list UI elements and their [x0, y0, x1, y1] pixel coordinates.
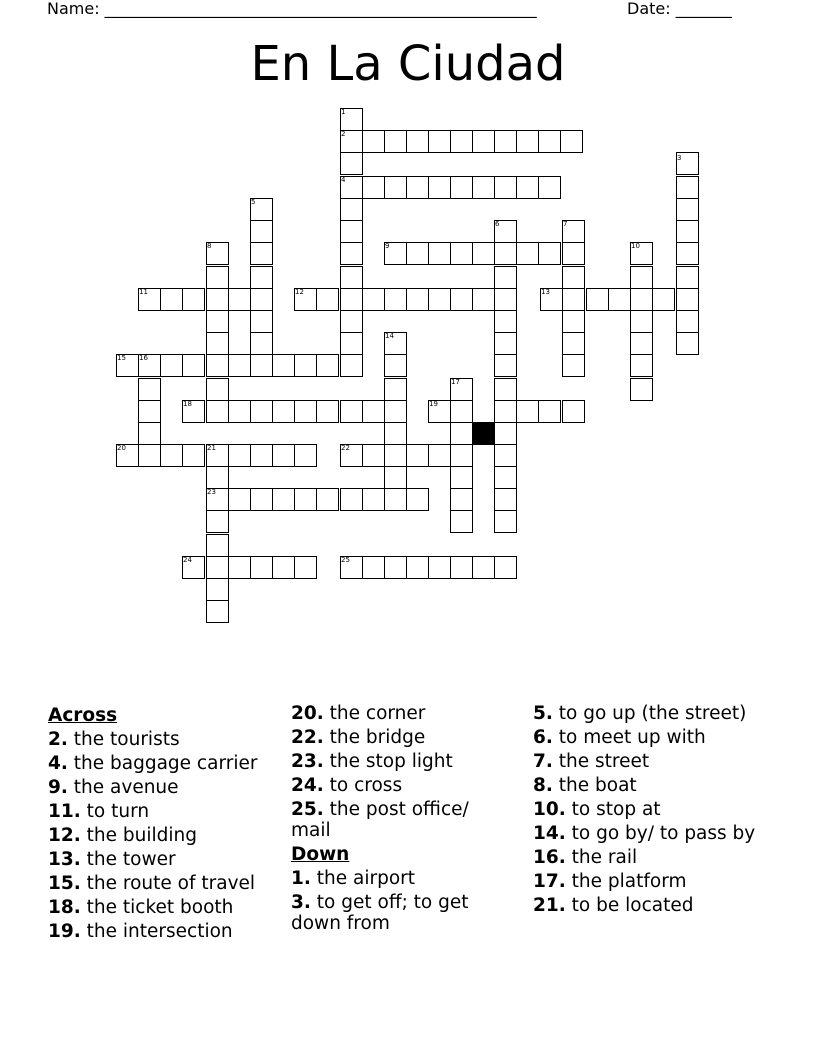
clue-label: 14.: [533, 823, 566, 844]
grid-cell[interactable]: [450, 400, 473, 423]
grid-cell[interactable]: [494, 556, 517, 579]
grid-cell[interactable]: [340, 220, 363, 243]
clue-text: the building: [80, 825, 198, 846]
grid-cell[interactable]: [340, 354, 363, 377]
clue-item: [291, 775, 491, 796]
clue-label: 25.: [291, 799, 324, 820]
grid-cell[interactable]: [676, 266, 699, 289]
clue-label: 22.: [291, 727, 324, 748]
clue-text: the street: [552, 751, 650, 772]
clue-number: 20: [117, 444, 126, 452]
clue-number: 7: [563, 220, 568, 228]
grid-cell[interactable]: [630, 354, 653, 377]
clue-item: [533, 871, 773, 892]
grid-cell[interactable]: [428, 444, 451, 467]
grid-cell[interactable]: [494, 444, 517, 467]
clue-number: 13: [541, 288, 550, 296]
grid-cell[interactable]: [250, 400, 273, 423]
grid-cell[interactable]: [316, 488, 339, 511]
clue-label: 11.: [48, 801, 81, 822]
grid-cell[interactable]: [294, 354, 317, 377]
grid-cell[interactable]: [138, 400, 161, 423]
grid-cell[interactable]: [450, 422, 473, 445]
clue-text: the airport: [310, 868, 416, 889]
grid-cell[interactable]: [608, 288, 631, 311]
grid-cell[interactable]: [472, 130, 495, 153]
grid-cell[interactable]: [206, 354, 229, 377]
grid-cell[interactable]: [450, 288, 473, 311]
clue-item: [291, 868, 491, 889]
grid-cell[interactable]: [160, 354, 183, 377]
clue-text: the ticket booth: [80, 897, 234, 918]
grid-cell[interactable]: [406, 130, 429, 153]
clue-label: 12.: [48, 825, 81, 846]
clue-label: 20.: [291, 703, 324, 724]
clue-item: [533, 847, 773, 868]
grid-cell[interactable]: [516, 176, 539, 199]
clue-item: [48, 729, 288, 750]
clue-text: to cross: [323, 775, 403, 796]
grid-cell[interactable]: [494, 422, 517, 445]
grid-cell[interactable]: [494, 354, 517, 377]
grid-cell[interactable]: [676, 288, 699, 311]
grid-cell[interactable]: [250, 220, 273, 243]
grid-cell[interactable]: [562, 310, 585, 333]
grid-cell[interactable]: [450, 556, 473, 579]
grid-cell[interactable]: [494, 288, 517, 311]
grid-cell[interactable]: [472, 288, 495, 311]
clue-number: 18: [183, 400, 192, 408]
grid-cell[interactable]: [676, 176, 699, 199]
grid-cell[interactable]: [494, 130, 517, 153]
clue-text: the avenue: [67, 777, 179, 798]
grid-cell[interactable]: [294, 444, 317, 467]
grid-cell[interactable]: [494, 176, 517, 199]
grid-cell[interactable]: [182, 444, 205, 467]
grid-cell[interactable]: [406, 288, 429, 311]
grid-cell[interactable]: [494, 488, 517, 511]
clue-text: to go up (the street): [552, 703, 747, 724]
clue-text: the corner: [323, 703, 426, 724]
grid-cell[interactable]: [384, 176, 407, 199]
grid-cell[interactable]: [250, 444, 273, 467]
grid-cell[interactable]: [652, 288, 675, 311]
clue-text: the post office/ mail: [291, 799, 469, 841]
clue-number: 3: [677, 154, 682, 162]
grid-cell[interactable]: [630, 378, 653, 401]
grid-cell[interactable]: [362, 288, 385, 311]
grid-cell[interactable]: [206, 332, 229, 355]
grid-cell[interactable]: [340, 488, 363, 511]
grid-cell[interactable]: [362, 130, 385, 153]
grid-cell[interactable]: [630, 288, 653, 311]
clue-text: to turn: [80, 801, 150, 822]
grid-cell[interactable]: [516, 400, 539, 423]
grid-cell[interactable]: [406, 556, 429, 579]
grid-cell[interactable]: [228, 488, 251, 511]
grid-cell[interactable]: [586, 288, 609, 311]
grid-cell[interactable]: [206, 266, 229, 289]
clue-text: the tower: [80, 849, 176, 870]
clue-text: to meet up with: [552, 727, 706, 748]
down-heading: Down: [291, 844, 350, 865]
grid-cell[interactable]: [494, 466, 517, 489]
clue-number: 21: [207, 444, 216, 452]
clue-number: 17: [451, 378, 460, 386]
grid-cell[interactable]: [340, 332, 363, 355]
grid-cell[interactable]: [516, 242, 539, 265]
grid-cell[interactable]: [250, 488, 273, 511]
clue-number: 14: [385, 332, 394, 340]
grid-cell[interactable]: [250, 266, 273, 289]
grid-cell[interactable]: [206, 578, 229, 601]
grid-cell[interactable]: [206, 288, 229, 311]
clue-number: 24: [183, 556, 192, 564]
black-square: [472, 422, 495, 445]
clue-item: [533, 703, 773, 724]
clue-number: 22: [341, 444, 350, 452]
clue-number: 4: [341, 176, 346, 184]
grid-cell[interactable]: [406, 444, 429, 467]
clues-column-1: [48, 703, 288, 945]
grid-cell[interactable]: [228, 288, 251, 311]
grid-cell[interactable]: [384, 400, 407, 423]
grid-cell[interactable]: [428, 242, 451, 265]
grid-cell[interactable]: [494, 378, 517, 401]
grid-cell[interactable]: [228, 354, 251, 377]
grid-cell[interactable]: [362, 444, 385, 467]
grid-cell[interactable]: [494, 332, 517, 355]
grid-cell[interactable]: [384, 466, 407, 489]
clue-item: [48, 849, 288, 870]
clue-item: [48, 921, 288, 942]
clue-number: 1: [341, 108, 346, 116]
clue-label: 13.: [48, 849, 81, 870]
grid-cell[interactable]: [250, 310, 273, 333]
clue-label: 1.: [291, 868, 311, 889]
clue-label: 8.: [533, 775, 553, 796]
clue-text: the stop light: [323, 751, 453, 772]
grid-cell[interactable]: [362, 556, 385, 579]
clue-text: to stop at: [565, 799, 661, 820]
grid-cell[interactable]: [676, 310, 699, 333]
grid-cell[interactable]: [562, 288, 585, 311]
clue-label: 19.: [48, 921, 81, 942]
grid-cell[interactable]: [206, 310, 229, 333]
grid-cell[interactable]: [206, 534, 229, 557]
grid-cell[interactable]: [450, 466, 473, 489]
grid-cell[interactable]: [362, 488, 385, 511]
grid-cell[interactable]: [472, 556, 495, 579]
clue-text: the boat: [552, 775, 637, 796]
grid-cell[interactable]: [516, 130, 539, 153]
clue-number: 12: [295, 288, 304, 296]
clue-label: 10.: [533, 799, 566, 820]
clue-item: [533, 799, 773, 820]
clue-item: [291, 799, 491, 841]
grid-cell[interactable]: [472, 242, 495, 265]
clue-label: 24.: [291, 775, 324, 796]
grid-cell[interactable]: [450, 510, 473, 533]
clue-item: [291, 892, 491, 934]
clue-number: 19: [429, 400, 438, 408]
across-heading: Across: [48, 705, 118, 726]
grid-cell[interactable]: [538, 130, 561, 153]
clue-item: [533, 727, 773, 748]
clue-number: 25: [341, 556, 350, 564]
grid-cell[interactable]: [250, 242, 273, 265]
date-field: Date: _______: [627, 0, 732, 18]
grid-cell[interactable]: [630, 266, 653, 289]
clue-text: the rail: [565, 847, 638, 868]
grid-cell[interactable]: [676, 332, 699, 355]
grid-cell[interactable]: [160, 288, 183, 311]
grid-cell[interactable]: [562, 332, 585, 355]
grid-cell[interactable]: [630, 310, 653, 333]
grid-cell[interactable]: [494, 400, 517, 423]
clue-label: 6.: [533, 727, 553, 748]
grid-cell[interactable]: [340, 288, 363, 311]
grid-cell[interactable]: [294, 488, 317, 511]
grid-cell[interactable]: [450, 130, 473, 153]
clue-number: 23: [207, 488, 216, 496]
clue-item: [48, 801, 288, 822]
clue-text: the intersection: [80, 921, 233, 942]
grid-cell[interactable]: [676, 220, 699, 243]
clue-label: 2.: [48, 729, 68, 750]
name-field: Name: ______________________________________________________: [47, 0, 537, 18]
grid-cell[interactable]: [538, 242, 561, 265]
grid-cell[interactable]: [538, 400, 561, 423]
clue-number: 2: [341, 130, 346, 138]
grid-cell[interactable]: [272, 354, 295, 377]
grid-cell[interactable]: [272, 444, 295, 467]
grid-cell[interactable]: [676, 242, 699, 265]
clue-label: 4.: [48, 753, 68, 774]
grid-cell[interactable]: [228, 444, 251, 467]
grid-cell[interactable]: [182, 354, 205, 377]
grid-cell[interactable]: [428, 176, 451, 199]
grid-cell[interactable]: [384, 488, 407, 511]
grid-cell[interactable]: [384, 130, 407, 153]
clue-number: 11: [139, 288, 148, 296]
grid-cell[interactable]: [562, 400, 585, 423]
grid-cell[interactable]: [206, 400, 229, 423]
clue-label: 3.: [291, 892, 311, 913]
clue-text: to go by/ to pass by: [565, 823, 756, 844]
clue-number: 15: [117, 354, 126, 362]
grid-cell[interactable]: [560, 130, 583, 153]
clue-number: 10: [631, 242, 640, 250]
grid-cell[interactable]: [428, 130, 451, 153]
grid-cell[interactable]: [472, 176, 495, 199]
grid-cell[interactable]: [362, 176, 385, 199]
clue-label: 7.: [533, 751, 553, 772]
grid-cell[interactable]: [340, 266, 363, 289]
clue-item: [533, 823, 773, 844]
grid-cell[interactable]: [294, 400, 317, 423]
clue-label: 15.: [48, 873, 81, 894]
clue-text: the platform: [565, 871, 687, 892]
grid-cell[interactable]: [494, 242, 517, 265]
grid-cell[interactable]: [272, 556, 295, 579]
grid-cell[interactable]: [206, 510, 229, 533]
grid-cell[interactable]: [450, 488, 473, 511]
clues-column-2: [291, 703, 491, 937]
grid-cell[interactable]: [228, 556, 251, 579]
clue-item: [533, 775, 773, 796]
grid-cell[interactable]: [340, 198, 363, 221]
grid-cell[interactable]: [340, 242, 363, 265]
grid-cell[interactable]: [160, 444, 183, 467]
clue-item: [48, 753, 288, 774]
clue-number: 16: [139, 354, 148, 362]
clue-text: the tourists: [67, 729, 180, 750]
clue-item: [48, 825, 288, 846]
grid-cell[interactable]: [340, 400, 363, 423]
clue-number: 6: [495, 220, 500, 228]
grid-cell[interactable]: [228, 400, 251, 423]
grid-cell[interactable]: [538, 176, 561, 199]
grid-cell[interactable]: [206, 600, 229, 623]
grid-cell[interactable]: [182, 288, 205, 311]
grid-cell[interactable]: [138, 378, 161, 401]
grid-cell[interactable]: [250, 288, 273, 311]
clue-text: the bridge: [323, 727, 426, 748]
clue-item: [533, 751, 773, 772]
grid-cell[interactable]: [384, 288, 407, 311]
grid-cell[interactable]: [428, 288, 451, 311]
grid-cell[interactable]: [450, 176, 473, 199]
grid-cell[interactable]: [562, 266, 585, 289]
clue-label: 9.: [48, 777, 68, 798]
grid-cell[interactable]: [384, 444, 407, 467]
clue-text: the route of travel: [80, 873, 256, 894]
grid-cell[interactable]: [450, 242, 473, 265]
clue-label: 23.: [291, 751, 324, 772]
clue-number: 8: [207, 242, 212, 250]
grid-cell[interactable]: [384, 422, 407, 445]
grid-cell[interactable]: [206, 556, 229, 579]
clue-item: [48, 777, 288, 798]
grid-cell[interactable]: [272, 400, 295, 423]
grid-cell[interactable]: [340, 152, 363, 175]
grid-cell[interactable]: [206, 466, 229, 489]
clue-item: [291, 751, 491, 772]
clue-text: to be located: [565, 895, 694, 916]
grid-cell[interactable]: [138, 444, 161, 467]
grid-cell[interactable]: [562, 242, 585, 265]
grid-cell[interactable]: [406, 176, 429, 199]
grid-cell[interactable]: [450, 444, 473, 467]
grid-cell[interactable]: [630, 332, 653, 355]
page-title: En La Ciudad: [250, 36, 566, 92]
grid-cell[interactable]: [562, 354, 585, 377]
grid-cell[interactable]: [294, 556, 317, 579]
grid-cell[interactable]: [316, 400, 339, 423]
clue-item: [48, 873, 288, 894]
grid-cell[interactable]: [676, 198, 699, 221]
clue-label: 21.: [533, 895, 566, 916]
clue-label: 16.: [533, 847, 566, 868]
clue-label: 5.: [533, 703, 553, 724]
grid-cell[interactable]: [250, 556, 273, 579]
grid-cell[interactable]: [362, 400, 385, 423]
grid-cell[interactable]: [384, 354, 407, 377]
grid-cell[interactable]: [316, 288, 339, 311]
grid-cell[interactable]: [250, 332, 273, 355]
clues-column-3: [533, 703, 773, 919]
clue-number: 5: [251, 198, 256, 206]
grid-cell[interactable]: [384, 378, 407, 401]
grid-cell[interactable]: [206, 378, 229, 401]
grid-cell[interactable]: [384, 556, 407, 579]
grid-cell[interactable]: [494, 266, 517, 289]
clue-text: the baggage carrier: [67, 753, 258, 774]
grid-cell[interactable]: [428, 556, 451, 579]
grid-cell[interactable]: [316, 354, 339, 377]
grid-cell[interactable]: [272, 488, 295, 511]
clue-label: 18.: [48, 897, 81, 918]
grid-cell[interactable]: [340, 310, 363, 333]
grid-cell[interactable]: [406, 242, 429, 265]
clue-item: [48, 897, 288, 918]
clue-text: to get off; to get down from: [291, 892, 469, 934]
grid-cell[interactable]: [250, 354, 273, 377]
grid-cell[interactable]: [494, 310, 517, 333]
clue-label: 17.: [533, 871, 566, 892]
clue-number: 9: [385, 242, 390, 250]
grid-cell[interactable]: [138, 422, 161, 445]
clue-item: [291, 727, 491, 748]
clue-item: [533, 895, 773, 916]
grid-cell[interactable]: [494, 510, 517, 533]
clue-item: [291, 703, 491, 724]
grid-cell[interactable]: [406, 488, 429, 511]
